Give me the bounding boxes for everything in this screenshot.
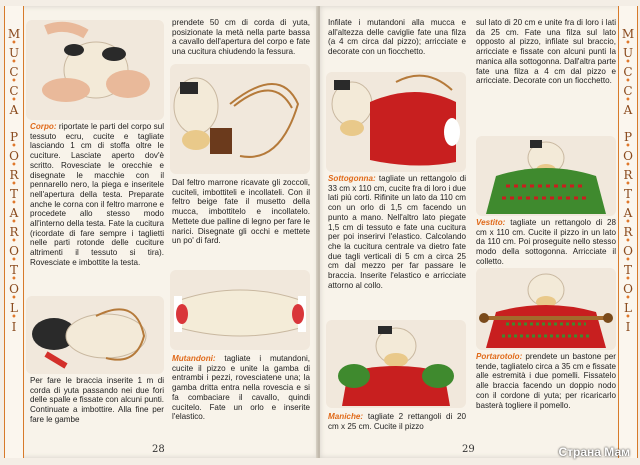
photo-cow-green-dress — [476, 136, 616, 216]
side-dot: • — [625, 236, 631, 247]
photo-cow-body-rope — [170, 64, 310, 174]
side-letter: C — [9, 84, 19, 98]
side-letter: A — [9, 103, 19, 117]
mutandoni-body: tagliate i mutandoni, cucite il pizzo e unite la gamba di entrambi i pezzi, rovesciatene una; la gamba dritta entra nella rovescia e si fa combaciare il cavallo, quindi cucitelo. Fate un orlo e inserite l'elastico. — [172, 354, 310, 422]
side-letter: C — [623, 65, 633, 79]
side-letter: T — [9, 263, 18, 277]
side-letter: A — [623, 103, 633, 117]
side-letter: C — [623, 84, 633, 98]
left-side-banner — [4, 6, 24, 458]
side-dot: • — [625, 95, 631, 106]
side-letter: O — [623, 244, 633, 258]
side-dot: • — [625, 293, 631, 304]
maniche-paragraph — [328, 412, 466, 431]
sottogonna-paragraph — [328, 174, 466, 290]
side-letter: O — [623, 149, 633, 163]
right-col2-top-paragraph: sul lato di 20 cm e unite fra di loro i lati da 25 cm. Fate una filza sul lato opposto al pizzo, infilate sul braccio, arricciate e fissate con alcuni punti la manica alla sottogonna. Dall'altra parte fate una filza a 4 cm dal pizzo e arricciate. Decorate con un fiocchetto. — [476, 18, 616, 86]
side-dot: • — [11, 217, 17, 228]
side-letter: T — [623, 263, 632, 277]
side-dot: • — [11, 95, 17, 106]
vestito-body: tagliate un rettangolo di 28 cm x 110 cm. Cucite il pizzo in un lato da 110 cm. Poi proseguite nello stesso modo della sottogonna. Arricciate il colletto. — [476, 218, 616, 266]
side-letter: T — [623, 187, 632, 201]
vestito-paragraph — [476, 218, 616, 267]
mutandoni-heading: Mutandoni: — [172, 354, 216, 363]
side-letter — [619, 117, 637, 131]
side-dot: • — [625, 160, 631, 171]
portarotolo-paragraph — [476, 352, 616, 410]
side-letter: R — [9, 225, 19, 239]
corpo-body: riportate le parti del corpo sul tessuto ecru, cucite e tagliate lasciando 1 cm di stoffa oltre le cuciture. Lasciate aperto dov'è scritto. Rovesciate le orecchie e disegnate le macchie con il pennarello nero, la piega e inseritele nell'apertura della testa. Preparate anche le corna con il feltro marrone e procedete allo stesso modo all'interno della testa. Fate la cucitura (ricordate di fare sempre i taglietti nelle parti rotonde delle cuciture altrimenti il tessuto si tira). Rovesciate e imbottite la testa. — [30, 122, 164, 267]
maniche-body: tagliate 2 rettangoli di 20 cm x 25 cm. Cucite il pizzo — [328, 412, 466, 431]
side-letter: O — [623, 282, 633, 296]
mutandoni-paragraph — [172, 354, 310, 422]
side-letter: A — [623, 206, 633, 220]
side-dot: • — [625, 255, 631, 266]
portarotolo-body: prendete un bastone per tende, tagliatelo circa a 35 cm e fissate alle estremità i due pomelli. Fissatelo alle braccia facendo un doppio nodo con il cordone di yuta; per ricaricarlo basterà togliere il pomello. — [476, 352, 617, 410]
photo-cow-sleeves — [326, 320, 466, 408]
side-letter: M — [621, 27, 635, 41]
side-dot: • — [625, 198, 631, 209]
side-letter: A — [9, 206, 19, 220]
side-dot: • — [625, 57, 631, 68]
side-dot: • — [11, 38, 17, 49]
side-letter: T — [9, 187, 18, 201]
braccia-paragraph: Per fare le braccia inserite 1 m di corda di yuta passando nei due fori delle spalle e fissate con alcuni punti. Continuate a imbottire. Alla fine per fare le gambe — [30, 376, 164, 424]
side-dot: • — [625, 312, 631, 323]
side-dot: • — [625, 274, 631, 285]
side-dot: • — [11, 57, 17, 68]
side-letter: U — [8, 46, 20, 60]
right-side-banner — [618, 6, 638, 458]
right-side-title — [619, 28, 637, 334]
side-letter — [5, 117, 23, 131]
side-dot: • — [625, 179, 631, 190]
side-letter: L — [624, 301, 632, 315]
side-letter: O — [9, 282, 19, 296]
side-letter: R — [9, 168, 19, 182]
sottogonna-heading: Sottogonna: — [328, 174, 376, 183]
corpo-heading: Corpo: — [30, 122, 57, 131]
side-dot: • — [11, 236, 17, 247]
photo-sewing-head — [26, 20, 164, 120]
photo-body-with-rope — [26, 296, 164, 374]
left-col2-top-paragraph: prendete 50 cm di corda di yuta, posizionate la metà nella parte bassa a cavallo dell'apertura del corpo e fate una cucitura chiudendo la fessura. — [172, 18, 310, 57]
side-letter: C — [9, 65, 19, 79]
right-col1-top-paragraph: Infilate i mutandoni alla mucca e all'altezza delle caviglie fate una filza (a 4 cm circa dal pizzo); arricciate e decorate con un fiocchetto. — [328, 18, 466, 57]
sottogonna-body: tagliate un rettangolo di 33 cm x 110 cm, cucite fra di loro i due lati più corti. Rifinite un lato da 110 cm con un orlo di 1,5 cm facendo un punto a mano. Nell'altro lato piegate 1,5 cm di tessuto e fate una cucitura per poi inserirvi l'elastico. Calcolando che la cucitura centrale va dietro fate due tagli verticali di 5 cm a circa 25 cm dal mezzo per far passare le braccia. Inserite l'elastico e arricciate attorno al collo. — [328, 174, 466, 290]
side-dot: • — [11, 293, 17, 304]
side-dot: • — [11, 179, 17, 190]
photo-cow-underskirt-red — [326, 72, 466, 172]
side-dot: • — [625, 217, 631, 228]
side-letter: R — [623, 225, 633, 239]
side-dot: • — [625, 141, 631, 152]
right-page-number: 29 — [462, 444, 475, 455]
side-letter: L — [10, 301, 18, 315]
side-dot: • — [11, 141, 17, 152]
side-letter: M — [7, 27, 21, 41]
side-letter: R — [623, 168, 633, 182]
side-letter: P — [9, 130, 19, 144]
maniche-heading: Maniche: — [328, 412, 364, 421]
side-dot: • — [625, 76, 631, 87]
portarotolo-heading: Portarotolo: — [476, 352, 523, 361]
side-dot: • — [11, 160, 17, 171]
corpo-paragraph — [30, 122, 164, 268]
site-watermark: Страна Мам — [558, 445, 630, 459]
side-letter: O — [9, 244, 19, 258]
side-dot: • — [625, 38, 631, 49]
side-dot: • — [11, 312, 17, 323]
side-letter: I — [625, 320, 631, 334]
side-letter: U — [622, 46, 634, 60]
side-dot: • — [11, 255, 17, 266]
left-page-number: 28 — [152, 444, 165, 455]
left-side-title — [5, 28, 23, 334]
feltro-paragraph: Dal feltro marrone ricavate gli zoccoli, cuciteli, imbottiteli e incollateli. Con il feltro beige fate il musetto della mucca, imbottitelo e incollatelo. Mettete due palline di legno per fare le narici. Disegnate gli occhi e mettete un po' di fard. — [172, 178, 310, 246]
photo-bloomers — [170, 270, 310, 350]
side-letter: P — [623, 130, 633, 144]
side-dot: • — [11, 76, 17, 87]
side-dot: • — [11, 198, 17, 209]
photo-cow-roll-holder — [476, 268, 616, 350]
side-letter: O — [9, 149, 19, 163]
side-dot: • — [11, 274, 17, 285]
side-letter: I — [11, 320, 17, 334]
vestito-heading: Vestito: — [476, 218, 506, 227]
